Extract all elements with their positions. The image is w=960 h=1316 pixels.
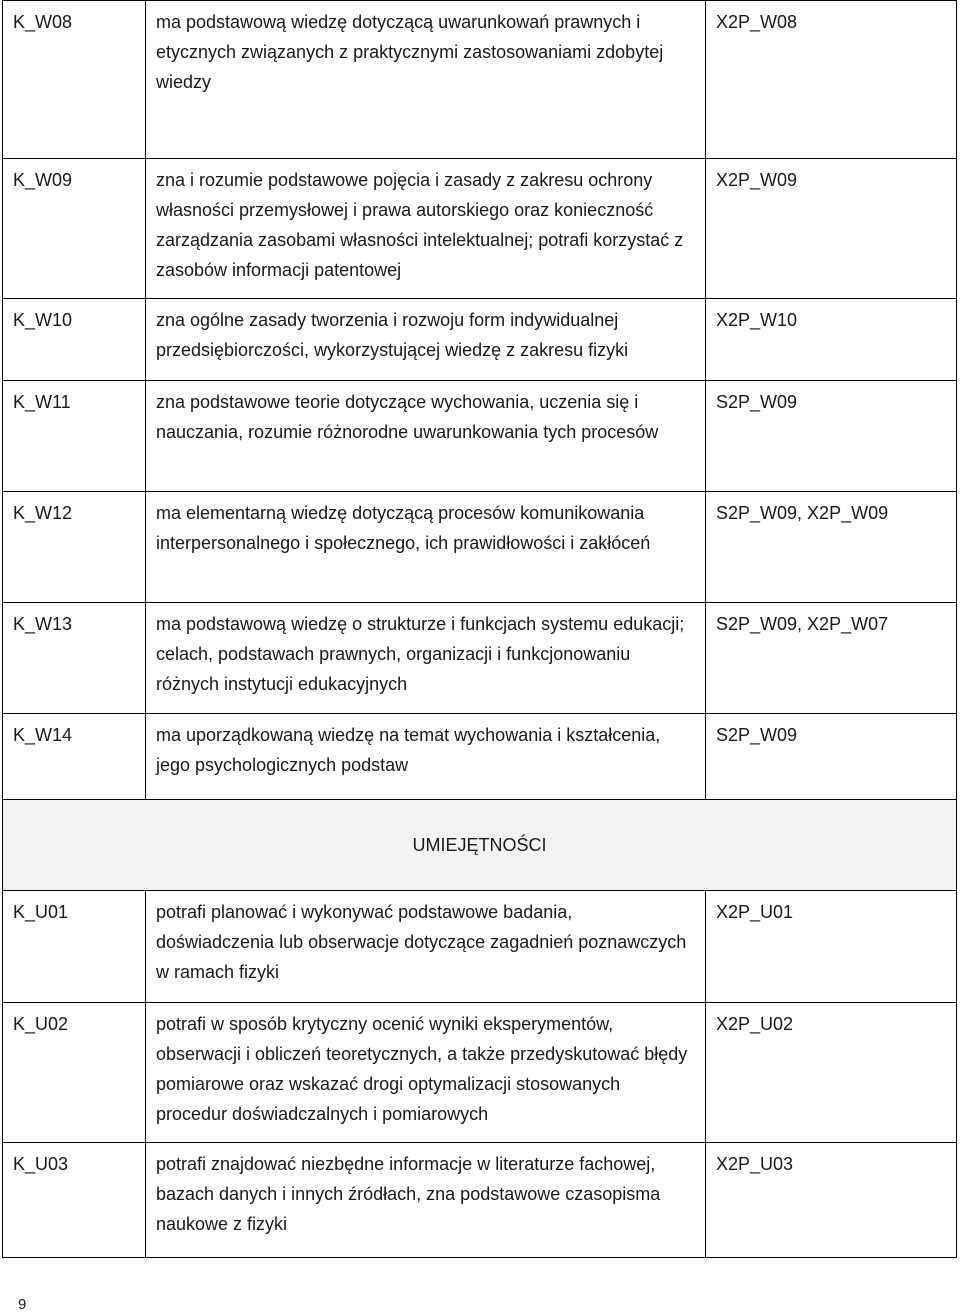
outcome-description: potrafi w sposób krytyczny ocenić wyniki eksperymentów, obserwacji i obliczeń teoretycznych, a także przedyskutować błędy pomiarowe oraz wskazać drogi optymalizacji stosowanych procedur doświadczalnych i pomiarowych [146, 1003, 706, 1143]
learning-outcomes-table [2, 0, 957, 1258]
section-header-row [3, 800, 957, 891]
table-row [3, 603, 957, 714]
outcome-code: K_U03 [3, 1143, 146, 1258]
outcome-reference: X2P_U01 [706, 891, 957, 1003]
outcome-description: ma podstawową wiedzę o strukturze i funkcjach systemu edukacji; celach, podstawach prawnych, organizacji i funkcjonowaniu różnych instytucji edukacyjnych [146, 603, 706, 714]
table-row [3, 1, 957, 159]
outcome-code: K_W11 [3, 381, 146, 492]
table-row [3, 891, 957, 1003]
outcome-description: zna podstawowe teorie dotyczące wychowania, uczenia się i nauczania, rozumie różnorodne uwarunkowania tych procesów [146, 381, 706, 492]
outcome-reference: X2P_W10 [706, 299, 957, 381]
outcome-description: potrafi znajdować niezbędne informacje w literaturze fachowej, bazach danych i innych źródłach, zna podstawowe czasopisma naukowe z fizyki [146, 1143, 706, 1258]
outcome-description: ma podstawową wiedzę dotyczącą uwarunkowań prawnych i etycznych związanych z praktycznymi zastosowaniami zdobytej wiedzy [146, 1, 706, 159]
table-row [3, 159, 957, 299]
outcome-description: zna ogólne zasady tworzenia i rozwoju form indywidualnej przedsiębiorczości, wykorzystującej wiedzę z zakresu fizyki [146, 299, 706, 381]
table-row [3, 492, 957, 603]
outcome-reference: S2P_W09, X2P_W09 [706, 492, 957, 603]
table-row [3, 1003, 957, 1143]
outcome-code: K_W12 [3, 492, 146, 603]
outcome-reference: S2P_W09 [706, 381, 957, 492]
outcome-reference: X2P_W09 [706, 159, 957, 299]
table-row [3, 381, 957, 492]
outcome-code: K_W13 [3, 603, 146, 714]
page-number: 9 [18, 1296, 27, 1313]
table-row [3, 1143, 957, 1258]
section-heading: UMIEJĘTNOŚCI [3, 800, 957, 891]
outcome-code: K_U01 [3, 891, 146, 1003]
outcome-description: ma uporządkowaną wiedzę na temat wychowania i kształcenia, jego psychologicznych podstaw [146, 714, 706, 800]
outcome-reference: X2P_U03 [706, 1143, 957, 1258]
table-row [3, 714, 957, 800]
outcome-code: K_W14 [3, 714, 146, 800]
outcome-reference: X2P_W08 [706, 1, 957, 159]
outcome-code: K_W10 [3, 299, 146, 381]
outcome-reference: S2P_W09, X2P_W07 [706, 603, 957, 714]
outcome-description: ma elementarną wiedzę dotyczącą procesów komunikowania interpersonalnego i społecznego, ich prawidłowości i zakłóceń [146, 492, 706, 603]
outcome-reference: S2P_W09 [706, 714, 957, 800]
outcome-description: zna i rozumie podstawowe pojęcia i zasady z zakresu ochrony własności przemysłowej i prawa autorskiego oraz konieczność zarządzania zasobami własności intelektualnej; potrafi korzystać z zasobów informacji patentowej [146, 159, 706, 299]
outcome-code: K_W09 [3, 159, 146, 299]
outcome-reference: X2P_U02 [706, 1003, 957, 1143]
outcome-code: K_U02 [3, 1003, 146, 1143]
outcome-description: potrafi planować i wykonywać podstawowe badania, doświadczenia lub obserwacje dotyczące zagadnień poznawczych w ramach fizyki [146, 891, 706, 1003]
table-row [3, 299, 957, 381]
outcome-code: K_W08 [3, 1, 146, 159]
